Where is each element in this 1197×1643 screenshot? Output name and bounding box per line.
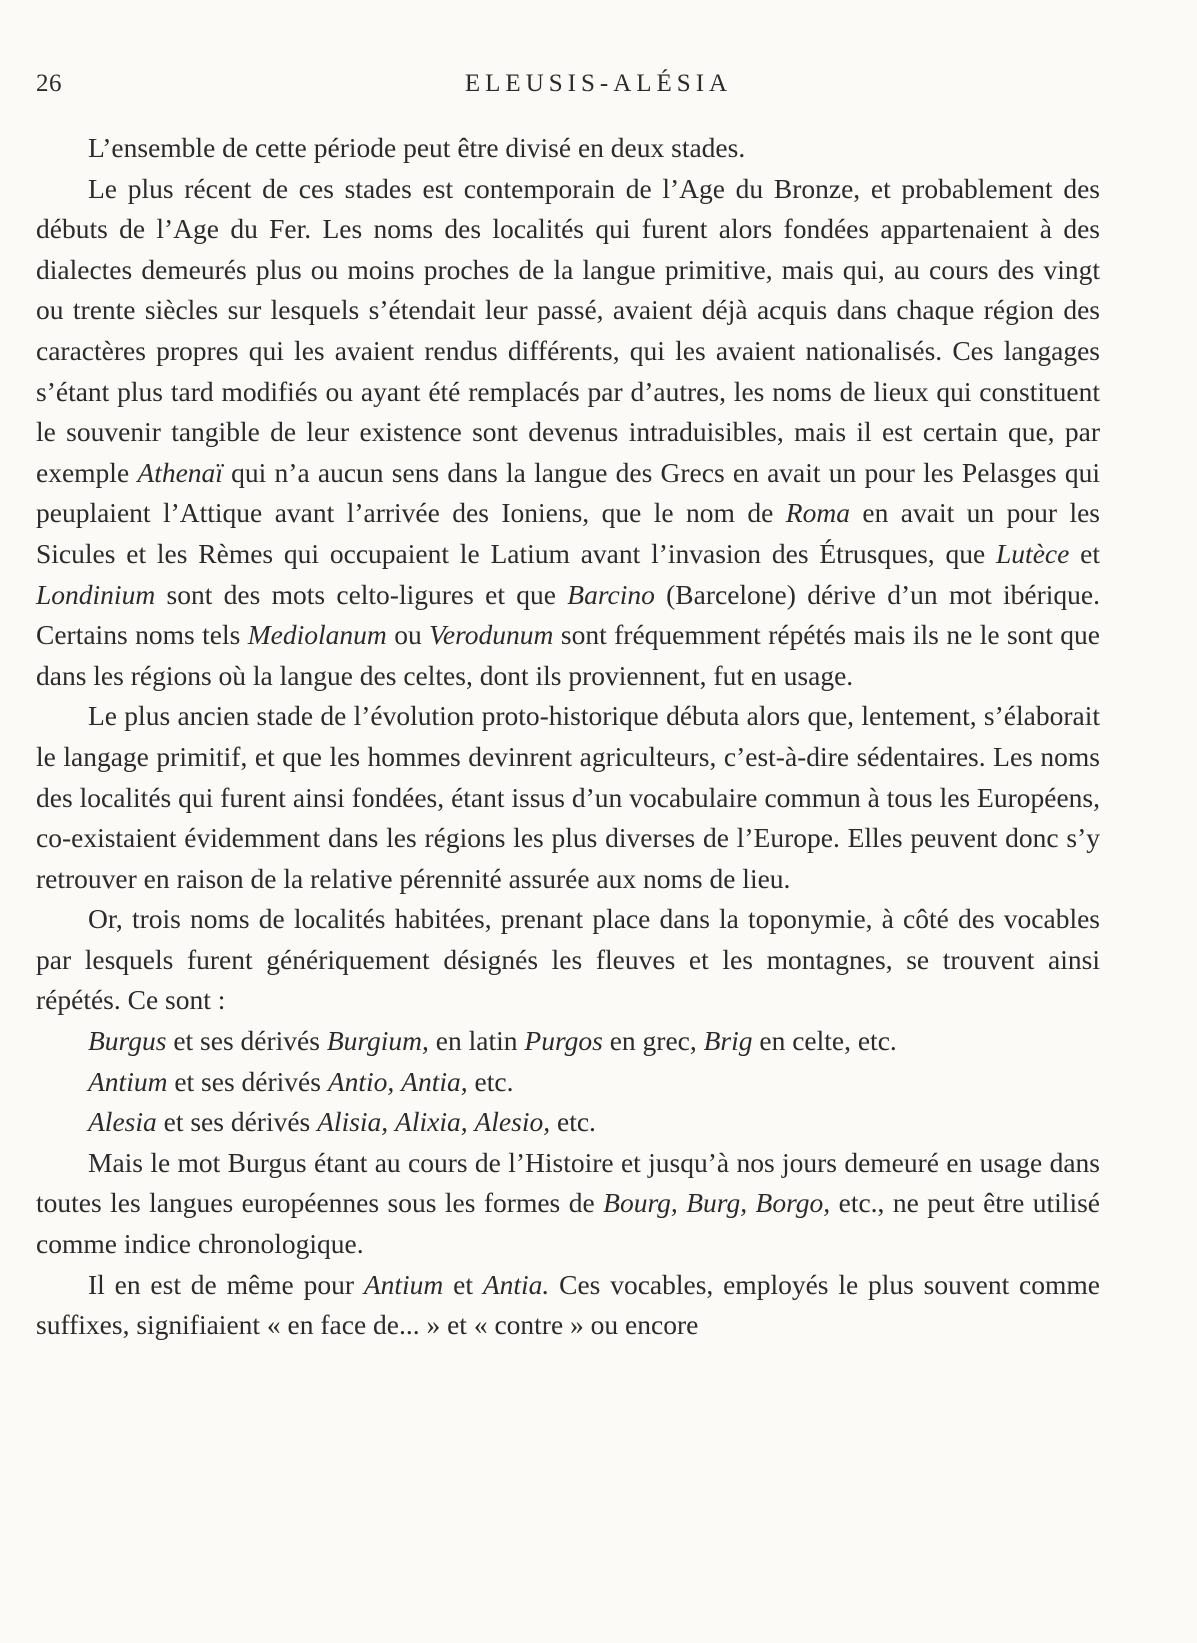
list-item-antium: Antium et ses dérivés Antio, Antia, etc. <box>88 1065 514 1097</box>
page-number: 26 <box>36 70 62 97</box>
word-verodunum: Verodunum <box>429 619 554 651</box>
paragraph-6: Il en est de même pour Antium et Antia. Ces vocables, employés le plus souvent comme suffixes, signifiaient « en face de... » et « contre » ou encore <box>36 1268 1100 1341</box>
word-lutece: Lutèce <box>996 537 1070 569</box>
paragraph-5: Mais le mot Burgus étant au cours de l’Histoire et jusqu’à nos jours demeuré en usage dans toutes les langues européennes sous les formes de Bourg, Burg, Borgo, etc., ne peut être utilisé comme indice chronologique. <box>36 1146 1100 1260</box>
paragraph-1: L’ensemble de cette période peut être divisé en deux stades. <box>88 132 746 163</box>
word-mediolanum: Mediolanum <box>247 619 387 651</box>
paragraph-2: Le plus récent de ces stades est contemporain de l’Age du Bronze, et probablement des débuts de l’Age du Fer. Les noms des localités qui furent alors fondées appartenaient à des dialectes demeurés plus ou moins proches de la langue primitive, mais qui, au cours des vingt ou trente siècles sur lesquels s’étendait leur passé, avaient déjà acquis dans chaque région des caractères propres qui les avaient rendus différents, qui les avaient nationalisés. Ces langages s’étant plus tard modifiés ou ayant été remplacés par d’autres, les noms de lieux qui constituent le souvenir tangible de leur existence sont devenus intraduisibles, mais il est certain que, par exemple Athenaï qui n’a aucun sens dans la langue des Grecs en avait un pour les Pelasges qui peuplaient l’Attique avant l’arrivée des Ioniens, que le nom de Roma en avait un pour les Sicules et les Rèmes qui occupaient le Latium avant l’invasion des Étrusques, que Lutèce et Londinium sont des mots celto-ligures et que Barcino (Barcelone) dérive d’un mot ibérique. Certains noms tels Mediolanum ou Verodunum sont fréquemment répétés mais ils ne le sont que dans les régions où la langue des celtes, dont ils proviennent, fut en usage. <box>36 172 1100 691</box>
word-londinium: Londinium <box>36 578 156 610</box>
word-roma: Roma <box>785 497 850 529</box>
word-barcino: Barcino <box>567 578 655 610</box>
list-item-burgus: Burgus et ses dérivés Burgium, en latin Purgos en grec, Brig en celte, etc. <box>88 1025 897 1057</box>
running-head: ELEUSIS-ALÉSIA <box>464 70 733 97</box>
paragraph-4: Or, trois noms de localités habitées, prenant place dans la toponymie, à côté des vocables par lesquels furent génériquement désignés les fleuves et les montagnes, se trouvent ainsi répétés. Ce sont : <box>36 903 1100 1016</box>
word-athenai: Athenaï <box>137 456 223 488</box>
list-item-alesia: Alesia et ses dérivés Alisia, Alixia, Alesio, etc. <box>88 1106 596 1138</box>
page-body <box>36 128 1100 1346</box>
paragraph-3: Le plus ancien stade de l’évolution proto-historique débuta alors que, lentement, s’élaborait le langage primitif, et que les hommes devinrent agriculteurs, c’est-à-dire sédentaires. Les noms des localités qui furent ainsi fondées, étant issus d’un vocabulaire commun à tous les Européens, co-existaient évidemment dans les régions les plus diverses de l’Europe. Elles peuvent donc s’y retrouver en raison de la relative pérennité assurée aux noms de lieu. <box>36 700 1100 894</box>
